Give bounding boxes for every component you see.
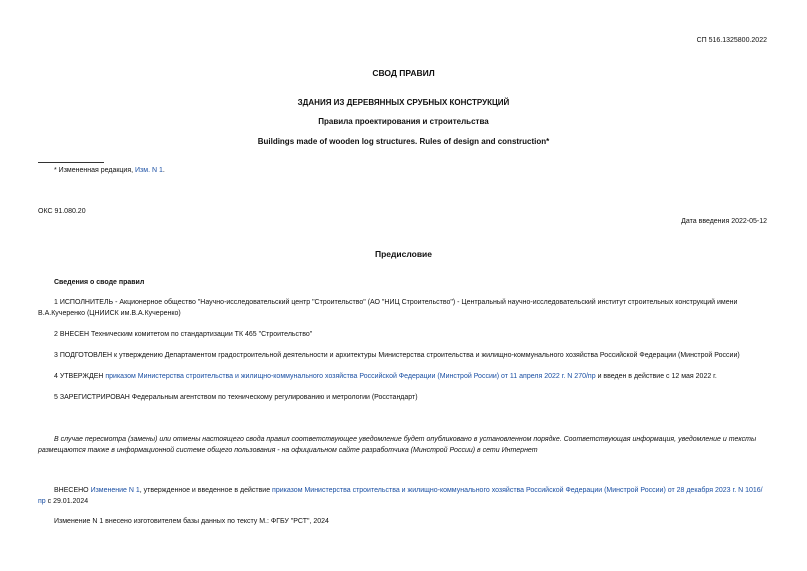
footnote-text: * Измененная редакция,: [54, 167, 136, 174]
amendment-info: [38, 485, 770, 507]
amendment-footnote-link[interactable]: Изм. N 1: [135, 167, 163, 174]
footnote-separator: [38, 162, 104, 163]
item-executor: 1 ИСПОЛНИТЕЛЬ - Акционерное общество "Научно-исследовательский центр "Строительство" (АО "НИЦ Строительство") - Центральный научно-исследовательский институт строительных конструкций имени В.А.Кучеренко (ЦНИИСК им.В.А.Кучеренко): [38, 299, 738, 317]
item-approved-start: 4 УТВЕРЖДЕН: [54, 373, 106, 380]
info-heading: Сведения о своде правил: [54, 279, 145, 286]
preface-heading: Предисловие: [374, 249, 433, 259]
document-code: СП 516.1325800.2022: [696, 37, 767, 44]
document-subtitle: Правила проектирования и строительства: [318, 117, 489, 126]
item-approved: [38, 371, 770, 382]
intro-date: Дата введения 2022-05-12: [681, 218, 767, 225]
footnote: [54, 167, 165, 174]
amendment-mid: , утвержденное и введенное в действие: [139, 487, 273, 494]
footnote-end: .: [162, 167, 165, 174]
revision-notice: В случае пересмотра (замены) или отмены настоящего свода правил соответствующее уведомление будет опубликовано в установленном порядке. Соответствующая информация, уведомление и тексты размещаются также в информационной системе общего пользования - на официальном сайте разработчика (Минстрой России) в сети Интернет: [38, 436, 757, 454]
amendment-start: ВНЕСЕНО: [54, 487, 91, 494]
amendment-end: с 29.01.2024: [45, 498, 89, 505]
item-submitted: 2 ВНЕСЕН Техническим комитетом по стандартизации ТК 465 "Строительство": [54, 331, 313, 338]
document-title-english: Buildings made of wooden log structures. Rules of design and construction*: [257, 137, 550, 146]
amendment-link[interactable]: Изменение N 1: [90, 487, 140, 494]
amendment-note: Изменение N 1 внесено изготовителем базы данных по тексту М.: ФГБУ "РСТ", 2024: [54, 518, 329, 525]
item-registered: 5 ЗАРЕГИСТРИРОВАН Федеральным агентством по техническому регулированию и метрологии (Росстандарт): [54, 394, 418, 401]
approval-order-link[interactable]: приказом Министерства строительства и жилищно-коммунального хозяйства Российской Федерации (Минстрой России) от 11 апреля 2022 г. N 270/пр: [105, 373, 596, 380]
document-title: ЗДАНИЯ ИЗ ДЕРЕВЯННЫХ СРУБНЫХ КОНСТРУКЦИЙ: [297, 98, 510, 107]
item-prepared: 3 ПОДГОТОВЛЕН к утверждению Департаментом градостроительной деятельности и архитектуры Министерства строительства и жилищно-коммунального хозяйства Российской Федерации (Минстрой России): [54, 352, 740, 359]
amendment-order-link[interactable]: приказом Министерства строительства и жилищно-коммунального хозяйства Российской Федерации (Минстрой России) от 28 декабря 2023 г. N 1016/пр: [38, 487, 763, 505]
item-approved-end: и введен в действие с 12 мая 2022 г.: [595, 373, 717, 380]
oks-code: ОКС 91.080.20: [38, 208, 86, 215]
document-type-title: СВОД ПРАВИЛ: [372, 68, 435, 78]
